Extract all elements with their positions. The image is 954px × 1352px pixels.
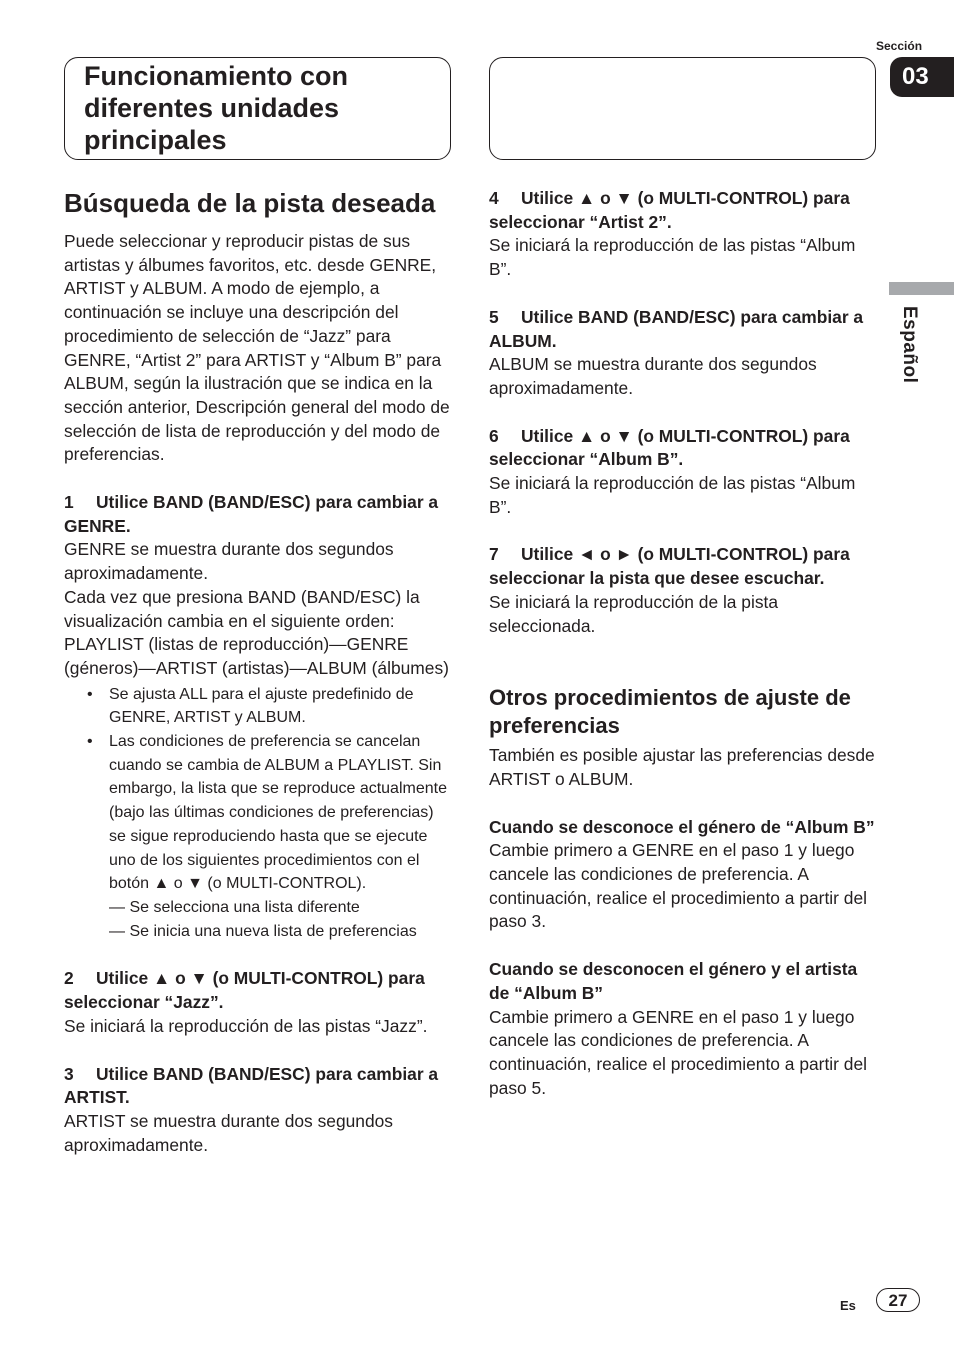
step-title: Utilice ▲ o ▼ (o MULTI-CONTROL) para seleccionar “Album B”. [489,425,850,470]
section-label: Sección [876,39,923,53]
step-title: Utilice ▲ o ▼ (o MULTI-CONTROL) para seleccionar “Artist 2”. [489,188,850,232]
bullet-item: • Se ajusta ALL para el ajuste predefinido de GENRE, ARTIST y ALBUM. [109,683,452,730]
language-bar [889,282,954,295]
step-title: Utilice ◄ o ► (o MULTI-CONTROL) para seleccionar la pista que desee escuchar. [489,544,850,589]
step-2-text: Se iniciará la reproducción de las pistas “Jazz”. [64,1015,428,1036]
section-header-title: Funcionamiento con diferentes unidades principales [84,61,349,155]
language-label: Español [899,306,920,384]
step-number: 3 [64,1063,74,1084]
page-number: 27 [876,1288,920,1312]
step-7-heading [489,543,877,590]
subtitle-text: También es posible ajustar las preferencias desde ARTIST o ALBUM. [489,745,875,789]
step-title: Utilice BAND (BAND/ESC) para cambiar a ARTIST. [64,1063,439,1108]
section-number-tab: 03 [890,57,954,97]
step-3-text: ARTIST se muestra durante dos segundos aproximadamente. [64,1110,393,1155]
step-number: 6 [489,425,499,446]
step-1-text-1: GENRE se muestra durante dos segundos aproximadamente. [64,539,394,584]
case-2-heading: Cuando se desconocen el género y el artista de “Album B” [489,959,858,1003]
step-number: 7 [489,544,499,565]
step-5-heading [489,306,877,353]
left-column [64,187,452,1157]
step-6-text: Se iniciará la reproducción de las pistas “Album B”. [489,473,856,517]
step-6-heading [489,425,877,472]
step-title: Utilice BAND (BAND/ESC) para cambiar a GENRE. [64,492,439,536]
case-2-text: Cambie primero a GENRE en el paso 1 y luego cancele las condiciones de preferencia. A continuación, realice el procedimiento a partir del paso 5. [489,1006,867,1098]
step-number: 2 [64,968,74,989]
case-1-text: Cambie primero a GENRE en el paso 1 y luego cancele las condiciones de preferencia. A continuación, realice el procedimiento a partir del paso 3. [489,840,867,932]
section-subtitle: Otros procedimientos de ajuste de preferencias [489,685,851,739]
footer-language-code: Es [840,1298,856,1313]
step-number: 4 [489,188,499,208]
right-column [489,187,877,1100]
step-1-heading [64,491,452,538]
step-7-text: Se iniciará la reproducción de la pista seleccionada. [489,591,779,636]
step-number: 5 [489,306,499,327]
step-title: Utilice ▲ o ▼ (o MULTI-CONTROL) para seleccionar “Jazz”. [64,968,425,1013]
step-1-text-3: PLAYLIST (listas de reproducción)—GENRE (géneros)—ARTIST (artistas)—ALBUM (álbumes) [64,634,449,678]
step-3-heading [64,1063,452,1110]
step-5-text: ALBUM se muestra durante dos segundos aproximadamente. [489,354,817,398]
bullet-item: • Las condiciones de preferencia se cancelan cuando se cambia de ALBUM a PLAYLIST. Sin embargo, la lista que se reproduce actualmente (bajo las últimas condiciones de preferencias) se sigue reproduciendo hasta que se ejecute uno de los siguientes procedimientos con el botón ▲ o ▼ (o MULTI-CONTROL). [109,730,452,896]
step-number: 1 [64,492,74,513]
step-2-heading [64,967,452,1014]
case-1-heading: Cuando se desconoce el género de “Album B” [489,816,875,837]
dash-item: — Se selecciona una lista diferente [109,898,360,916]
intro-paragraph: Puede seleccionar y reproducir pistas de sus artistas y álbumes favoritos, etc. desde GENRE, ARTIST y ALBUM. A modo de ejemplo, a continuación se incluye una descripción del procedimiento de selección de “Jazz” para GENRE, “Artist 2” para ARTIST y “Album B” para ALBUM, según la ilustración que se indica en la sección anterior, Descripción general del modo de selección de lista de reproducción y del modo de preferencias. [64,231,450,465]
step-4-heading [489,187,877,234]
empty-header-box [489,57,876,160]
page-title: Búsqueda de la pista deseada [64,188,436,218]
dash-item: — Se inicia una nueva lista de preferencias [109,922,417,940]
step-1-bullets [64,683,452,896]
step-4-text: Se iniciará la reproducción de las pistas “Album B”. [489,235,856,280]
step-1-text-2: Cada vez que presiona BAND (BAND/ESC) la visualización cambia en el siguiente orden: [64,586,420,631]
step-title: Utilice BAND (BAND/ESC) para cambiar a ALBUM. [489,306,864,351]
